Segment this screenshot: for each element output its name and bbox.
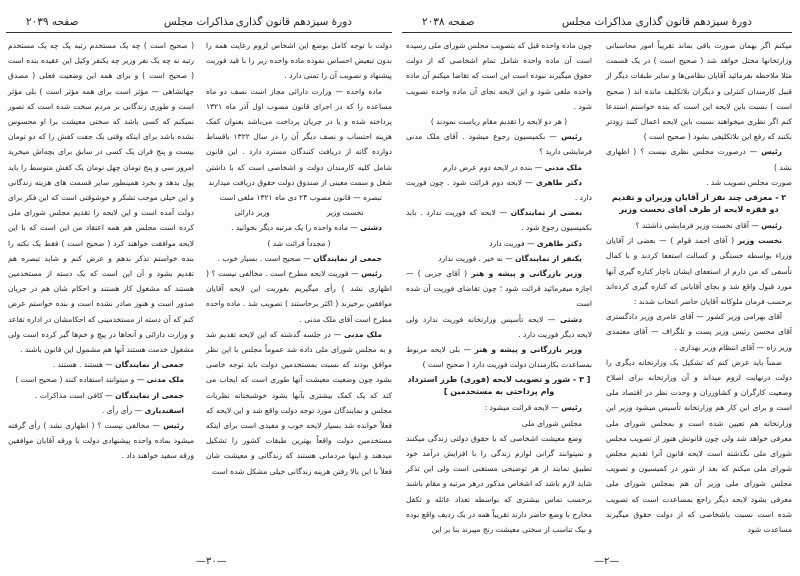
text-column [406, 38, 592, 537]
speaker-remark [406, 251, 592, 266]
speaker-name: رئیس [163, 421, 184, 431]
section-heading [606, 192, 792, 216]
speaker-name: وزیر بازرگانی و پیشه و هنر [474, 345, 582, 355]
right-page [402, 0, 792, 576]
page-header [402, 14, 792, 33]
remark-text: — لایحه تأسیس وزارتخانه فوریت ندارد ولی لایحه دیگر فوریت دارد . [406, 314, 592, 339]
speaker-name: رئیس [561, 403, 582, 413]
speaker-name: دشتی [360, 223, 382, 233]
paragraph [606, 355, 792, 537]
session-period: دورهٔ سیزدهم قانون گذاری [635, 16, 752, 28]
remark-text: — لایحه دوم قرائت شود . چون فوریت دارد . [406, 177, 592, 203]
paragraph [406, 416, 592, 431]
page-number: صفحه ۲۰۳۸ [422, 16, 475, 28]
remark-text: ( هر دو لایحه را تقدیم مقام ریاست نمودند ) [430, 117, 568, 127]
remark-text: ضمناً باید عرض کنم که تشکیل یک وزارتخانه دیگری را دولت درنهایت لزوم میداند و آن وزارتخانه برای اصلاح وضعیت کارگران و کشاورزان و وحدت نظر در اقتصاد ملی است و برای این کار هم وزارتخانه تأسیس میشود وزیر این وزارتخانه هم تعیین شده است و بمجلس شورای ملی معرفی خواهد شد ولی چون قانونش هنوز از تصویب مجلس شورای ملی نگذشته است لایحه قانون آنرا تقدیم مجلس شورای ملی میکنم که بعد از شور در کمیسیون و تصویب مجلس شورای ملی وزیر آن هم بمجلس شورای ملی معرفی بشود لایحه دیگر راجع بمساعدت است که تصویب شده است نسبت باشخاصی که از دولت حقوق میگیرند مساعدت شود [606, 357, 792, 535]
paragraph [406, 38, 592, 114]
speaker-name: رئیس [561, 132, 582, 142]
speaker-remark [206, 266, 392, 327]
speaker-remark [8, 388, 194, 403]
remark-text: — بنده در لایحه دوم عرض دارم [443, 162, 545, 172]
remark-text: — ماده واحده را یک مرتبه دیگر بخوانید . [231, 223, 361, 233]
remark-text: — رأی رأی . [101, 405, 145, 415]
speaker-remark [206, 327, 392, 479]
signatures [206, 205, 392, 220]
page-number: صفحه ۲۰۳۹ [26, 16, 79, 28]
speaker-name: دشتی [560, 314, 582, 324]
remark-text: — لایحه که فوریت ندارد . باید بکمیسیون رجوع شود . [406, 208, 592, 233]
speaker-name: یکنفر از نمایندگان [515, 253, 582, 263]
speaker-remark [406, 175, 592, 205]
paragraph [206, 38, 392, 84]
remark-text: تبصره — قانون مصوب ۲۴ دی ماه ۱۳۲۱ ملغی است [219, 193, 382, 203]
paragraph [406, 431, 592, 537]
speaker-name: وزیر بازرگانی و پیشه و هنر [471, 269, 582, 279]
remark-text: — آقای نخست وزیر فرمایشی داشتند ؟ [635, 221, 762, 231]
speaker-remark [8, 403, 194, 418]
remark-text: — فوریت لایحه مطرح است . مخالفی نیست ؟ ( اظهاری نشد ) رأی میگیریم بفوریت این لایحه آقایان موافقین برخیزند ( اکثر برخاستند ) تصویب شد . ماده واحده مطرح است آقای ملک مدنی . [206, 269, 392, 324]
speaker-name: دکتر طاهری [535, 177, 582, 187]
speaker-remark [406, 342, 592, 372]
speaker-remark [206, 220, 392, 235]
paragraph [206, 236, 392, 251]
remark-text: آقای بهرامی وزیر کشور — آقای عامری وزیر دادگستری آقای محسن رئیس وزیر پست و تلگراف — آقای معتمدی وزیر راه — آقای انتظام وزیر بهداری . [606, 312, 792, 352]
page-footer: —۳۰— [196, 556, 227, 567]
remark-text: — بکمیسیون رجوع میشود . آقای ملک مدنی فرمایشی دارید ؟ [406, 132, 592, 157]
remark-text: — درصورت مجلس نظری نیست ؟ ( اظهاری نشد ) [606, 147, 792, 172]
speaker-name: بعضی از نمایندگان [510, 208, 583, 218]
speaker-name: ملک مدنی [544, 162, 582, 172]
section-heading [406, 374, 592, 398]
speaker-remark [406, 129, 592, 159]
remark-text: ۲ - معرفی چند نفر از آقایان وزیران و تقدیم دو فقره لایحه از طرف آقای نخست وزیر [611, 193, 787, 215]
speaker-remark [606, 218, 792, 233]
text-column [8, 38, 194, 464]
remark-text: [ ۳ - شور و تصویب لایحه (فوری) طرز استرداد وام پرداختی به مستخدمین ] [407, 375, 591, 397]
remark-text: — بلی لایحه مربوط بمساعدت بکارمندان دولت فوریت دارد ( صحیح است ) [406, 345, 592, 370]
speaker-remark [8, 357, 194, 372]
remark-text: ( صحیح است ) چه یک مستخدم رتبه یک چه یک مستخدم رتبه نه چه یک نفر وزیر چه یکنفر وکیل این عقیده بنده است ( صحیح است ) و برای همه این وضعیت فعلی ( مصدق جهانشاهی — مؤثر است برای همه مؤثر است ) بلی مؤثر است و طوری زندگانی بر مردم سخت شده است که تصور نمیکنم که کسی باشد که سختی معیشت برا او محسوس نشده باشد برای اینکه وقتی یک جفت کفش را که دو تومان بیست و پنج قران یک کسی در سابق برای بچه‌اش میخرید امروز سی و پنج تومان چهل تومان یک کفش متوسط را باید پول بدهد و بخرد همینطور سایر قسمت های هزینه زندگانی و این خیلی موجب تشکر و خوشوقتی است که این فکر برای دولت آمده است و این لایحه را تقدیم مجلس شورای ملی کرده است مجلس هم همه اعتقاد من این است که با این لایحه موافقت خواهند کرد ( صحیح است ) فقط یک نکته را بنده خواستم تذکر بدهم و عرض کنم و شاید تبصره هم تقدیم بشود و آن این است که یک دسته از مستخدمین هستند که مشغول کار هستند و احکام شان هم در جریان صدور است و هنوز صادر نشده است و بنده خواستم عرض کنم که آن دسته از مستخدمینی که احکامشان در اداره تقاعد و وزارت دارائی و آنجاها در پیچ و خم‌ها گیر کرده است ولی مشغول خدمت هستند آنها هم مشمول این قانون باشند . [8, 41, 194, 355]
left-page [6, 0, 392, 576]
speaker-remark [406, 400, 592, 415]
speaker-name: اسفندیاری [144, 405, 184, 415]
speaker-name: جمعی از نمایندگان [313, 253, 382, 263]
speaker-name: ملک مدنی [146, 375, 184, 385]
speaker-remark [406, 160, 592, 175]
speaker-remark [8, 418, 194, 464]
speaker-remark [406, 205, 592, 235]
paragraph [206, 84, 392, 190]
speaker-remark [8, 372, 194, 387]
speaker-name: جمعی از نمایندگان [115, 360, 184, 370]
speaker-name: دکتر طاهری [536, 238, 582, 248]
page-header [6, 14, 392, 33]
speaker-remark [206, 251, 392, 266]
speaker-name: رئیس [761, 147, 782, 157]
speaker-name: رئیس [761, 221, 782, 231]
page-footer: —۲— [594, 556, 620, 567]
remark-text: ماده واحده — وزارت دارائی مجاز است نصف دو ماه مساعده را که در اجرای قانون مصوب اول آذر ماه ۱۳۲۱ پرداخته شده و یا در جریان پرداخت می‌باشد بعنوان کمک هزینه احتساب و نصف دیگر آن را در سال ۱۳۲۲ باقساط دوازده گانه از دریافت کنندگان مسترد دارد . این قانون شامل کلیه کارمندان دولت و اشخاصی است که با داشتن شغل و سمت معینی از صندوق دولت حقوق دریافت میدارند [206, 86, 392, 187]
publication-title: مذاکرات مجلس [561, 16, 633, 28]
remark-text: — لایحه قرائت میشود : [484, 403, 562, 413]
speaker-remark [406, 266, 592, 312]
speaker-name: نخست وزیر [737, 236, 782, 246]
speaker-remark [606, 144, 792, 174]
signature-title: نخست وزیر [326, 208, 364, 218]
remark-text: وضع معیشت اشخاصی که با حقوق دولتی زندگی میکنند و نمیتوانند گرانی لوازم زندگی را با افزایش درآمد خود تطبیق نمایند از هر توضیحی مستغنی است ولی این تذکر شاید لازم باشد که اشخاص مذکور درهر مرتبه و مقام باشند برحسب تماس بیشتری که بواسطه تعداد عائله و تکفل مخارج با وضع حاضر دارند تقریباً همه در یک ردیف واقع بوده و بیک تناسب از سختی معیشت رنج میبرند بنا بر این [406, 433, 592, 535]
remark-text: — هستند . هستند . [52, 360, 116, 370]
remark-text: — در جلسه گذشته که این لایحه تقدیم شد و به مجلس شورای ملی داده شد عموماً مجلس با این نظر موافق بودند که نسبت بمستخدمین دولت باید توجه خاصی بشود چون وضعیت معیشت آنها طوری است که ایجاب می کند که یک کمک بیشتری بآنها بشود خوشبختانه نظریات مجلس و نمایندگان مورد توجه دولت واقع شد و این لایحه که فعلاً خوانده شد بسیار لایحه خوب و مفیدی است برای اینکه مستخدمین دولت واقعاً بهترین طبقات کشور را تشکیل میدهند و اینها مردمانی هستند که زندگانی و معیشت شان فعلاً با این بالا رفتن هزینه زندگانی خیلی مشکل شده است [206, 329, 392, 476]
paragraph [606, 38, 792, 144]
remark-text: ( آقای احمد قوام ) — بعضی از آقایان وزراء بواسطه خستگی و کسالت استعفا کردند و با کمال تأسفی که من دارم از استعفای ایشان ناچار کناره گیری آنها مورد قبول واقع شد و بجای آقایانی که کناره گیری کرده‌اند برحسب فرمان ملوکانه آقایان حاضر انتخاب شدند : [606, 236, 792, 307]
remark-text: صورت مجلس تصویب شد . [706, 177, 792, 187]
paragraph [206, 190, 392, 205]
signature-title: وزیر دارائی [234, 208, 270, 218]
remark-text: ( مجدداً قرائت شد ) [267, 238, 331, 248]
remark-text: ( آقای حزبی ) — اجازه میفرمائید قرائت شود ؛ چون تقاضای فوریت آن شده است [406, 269, 592, 309]
remark-text: — و میتوانند استفاده کنند ( صحیح است ) [15, 375, 147, 385]
speaker-remark [406, 312, 592, 342]
speaker-remark [606, 233, 792, 309]
remark-text: مجلس شورای ملی [521, 418, 582, 428]
remark-text: میکنم اگر بهمان صورت باقی بماند تقریباً امور محاسباتی وزارتخانها مختل خواهد شد ( صحیح است ) در یک قسمت مثلا ملاحظه بفرمائید آقایان نظامی‌ها و سایر طبقات دیگر از قبیل کارمندان کنترلی و دیگران بلاتکلیف مانده اند ( صحیح است ) نسبت باین لایحه این است که بنده خواستم استدعا کنم اگر نظری میخواهند نسبت باین لایحه اعمال کنند زودتر بکنند که رفع این بلاتکلیفی بشود ( صحیح است ) [606, 41, 792, 142]
text-column [606, 38, 792, 537]
remark-text: چون ماده واحده قبل که بتصویب مجلس شورای ملی رسیده است آن ماده واحده شامل تمام اشخاصی که از دولت حقوق میگیرند نبوده است این است که تقاضا میکنم آن ماده واحده ملغی شود و این لایحه بجای آن ماده واحده تصویب شود . [406, 41, 592, 111]
session-period: دورهٔ سیزدهم قانون گذاری [235, 16, 352, 28]
paragraph [406, 114, 592, 129]
paragraph [606, 175, 792, 190]
speaker-name: جمعی از نمایندگان [115, 390, 184, 400]
speaker-name: ملک مدنی [344, 329, 382, 339]
speaker-name: رئیس [361, 269, 382, 279]
remark-text: دولت با توجه کامل بوضع این اشخاص لزوم رعایت همه را بدون تبعیض احساس نموده ماده واحده زیر را با قید فوریت پیشنهاد و تصویب آن را تمنی دارد . [206, 41, 392, 81]
paragraph [8, 38, 194, 357]
remark-text: — مخالفی نیست ؟ ( اظهاری نشد ) رأی گرفته میشود بماده واحده پیشنهادی دولت با ورقه آقایان موافقین ورقه سفید خواهند داد . [8, 421, 194, 461]
text-column [206, 38, 392, 479]
remark-text: — صحیح است . بسیار خوب . [217, 253, 314, 263]
remark-text: — نه خیر . فوریت ندارد [438, 253, 516, 263]
paragraph [606, 309, 792, 355]
speaker-remark [406, 236, 592, 251]
remark-text: — کافی است مذاکرات . [35, 390, 116, 400]
publication-title: مذاکرات مجلس [163, 16, 235, 28]
remark-text: — فوریت دارد [489, 238, 537, 248]
